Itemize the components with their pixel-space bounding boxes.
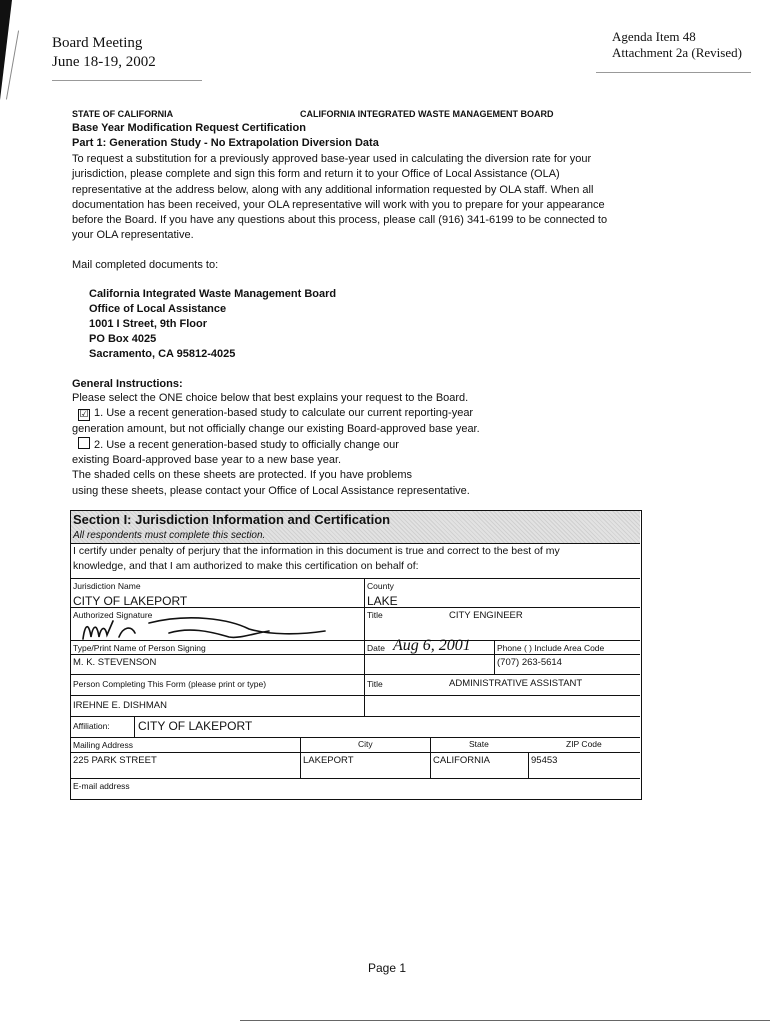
row-rule bbox=[71, 654, 640, 655]
form-title: Base Year Modification Request Certification bbox=[72, 122, 306, 134]
address-line: Sacramento, CA 95812-4025 bbox=[89, 348, 236, 360]
board-meeting-title: Board Meeting bbox=[52, 35, 143, 51]
shaded-note: The shaded cells on these sheets are protected. If you have problems bbox=[72, 469, 412, 482]
header-right-rule bbox=[596, 72, 751, 73]
print-name-label: Type/Print Name of Person Signing bbox=[73, 643, 206, 653]
affiliation-field[interactable]: CITY OF LAKEPORT bbox=[138, 719, 253, 733]
row-rule bbox=[71, 778, 640, 779]
instructions-body bbox=[72, 391, 672, 499]
instructions-heading: General Instructions: bbox=[72, 378, 183, 390]
intro-line: To request a substitution for a previously approved base-year used in calculating the diversion rate for your bbox=[72, 153, 592, 165]
address-line: 1001 I Street, 9th Floor bbox=[89, 318, 207, 330]
row-rule bbox=[71, 578, 640, 579]
column-rule bbox=[494, 640, 495, 674]
date-label: Date bbox=[367, 643, 385, 653]
agenda-item: Agenda Item 48 bbox=[612, 29, 696, 44]
column-rule bbox=[430, 737, 431, 778]
certification-statement bbox=[73, 544, 560, 574]
phone-label: Phone ( ) Include Area Code bbox=[497, 643, 605, 653]
signature-label: Authorized Signature bbox=[73, 610, 153, 620]
intro-line: documentation has been received, your OLA representative will work with you to prepare for your appearance bbox=[72, 198, 605, 211]
board-label: CALIFORNIA INTEGRATED WASTE MANAGEMENT BOARD bbox=[300, 109, 554, 119]
print-name-field[interactable]: M. K. STEVENSON bbox=[73, 657, 157, 668]
row-rule bbox=[71, 716, 640, 717]
agenda-header bbox=[612, 29, 742, 61]
mail-to-label: Mail completed documents to: bbox=[72, 259, 219, 271]
person-completing-field[interactable]: IREHNE E. DISHMAN bbox=[73, 700, 167, 711]
county-field[interactable]: LAKE bbox=[367, 594, 398, 608]
state-label: STATE OF CALIFORNIA bbox=[72, 109, 174, 119]
title-label: Title bbox=[367, 610, 383, 620]
board-meeting-header bbox=[52, 34, 156, 72]
mailing-address-field[interactable]: 225 PARK STREET bbox=[73, 755, 157, 766]
option-1-checkbox[interactable]: ☑ bbox=[79, 409, 89, 421]
attachment-label: Attachment 2a (Revised) bbox=[612, 45, 742, 60]
section-header-band bbox=[71, 511, 640, 544]
page-number: Page 1 bbox=[368, 961, 407, 975]
intro-line: jurisdiction, please complete and sign this form and return it to your Office of Local Assistance (OLA) bbox=[72, 168, 560, 181]
jurisdiction-label: Jurisdiction Name bbox=[73, 581, 141, 591]
address-line: Office of Local Assistance bbox=[89, 303, 227, 315]
title2-field[interactable]: ADMINISTRATIVE ASSISTANT bbox=[449, 678, 583, 689]
column-rule bbox=[300, 737, 301, 778]
header-left-rule bbox=[52, 80, 202, 81]
column-rule bbox=[134, 716, 135, 737]
intro-line: your OLA representative. bbox=[72, 229, 194, 242]
column-rule bbox=[528, 752, 529, 778]
option-1-continued: generation amount, but not officially change our existing Board-approved base year. bbox=[72, 422, 480, 435]
shaded-note-continued: using these sheets, please contact your Office of Local Assistance representative. bbox=[72, 484, 470, 497]
address-line: PO Box 4025 bbox=[89, 333, 157, 345]
section-subtitle: All respondents must complete this section. bbox=[73, 530, 266, 541]
mailing-address-label: Mailing Address bbox=[73, 740, 134, 750]
mailing-address-block bbox=[89, 287, 336, 362]
certification-line: I certify under penalty of perjury that the information in this document is true and correct to the best of my bbox=[73, 545, 560, 557]
option-1-label: 1. Use a recent generation-based study to calculate our current reporting-year bbox=[94, 407, 474, 420]
option-2-checkbox[interactable] bbox=[78, 437, 90, 449]
person-completing-label: Person Completing This Form (please print or type) bbox=[73, 679, 267, 689]
handwritten-signature bbox=[79, 615, 329, 641]
scan-edge-mark bbox=[0, 0, 12, 100]
row-rule bbox=[71, 695, 640, 696]
state-label-field: State bbox=[469, 739, 489, 749]
row-rule bbox=[71, 674, 640, 675]
option-2-label: 2. Use a recent generation-based study to officially change our bbox=[94, 438, 399, 451]
zip-label: ZIP Code bbox=[566, 739, 602, 749]
title-field[interactable]: CITY ENGINEER bbox=[449, 610, 523, 621]
board-meeting-date: June 18-19, 2002 bbox=[52, 54, 156, 70]
section-1-form bbox=[70, 510, 642, 800]
certification-line: knowledge, and that I am authorized to make this certification on behalf of: bbox=[73, 560, 419, 572]
phone-field[interactable]: (707) 263-5614 bbox=[497, 657, 562, 668]
date-field[interactable]: Aug 6, 2001 bbox=[393, 637, 471, 654]
footer-rule bbox=[240, 1020, 770, 1021]
option-2[interactable] bbox=[72, 437, 672, 453]
intro-line: before the Board. If you have any questions about this process, please call (916) 341-6199 to be connected to bbox=[72, 214, 608, 227]
city-field[interactable]: LAKEPORT bbox=[303, 755, 354, 766]
option-2-continued: existing Board-approved base year to a new base year. bbox=[72, 454, 342, 467]
zip-field[interactable]: 95453 bbox=[531, 755, 558, 766]
state-field[interactable]: CALIFORNIA bbox=[433, 755, 491, 766]
section-title: Section I: Jurisdiction Information and Certification bbox=[73, 512, 391, 527]
address-line: California Integrated Waste Management Board bbox=[89, 288, 337, 300]
select-instruction: Please select the ONE choice below that best explains your request to the Board. bbox=[72, 392, 469, 404]
city-label: City bbox=[358, 739, 373, 749]
jurisdiction-field[interactable]: CITY OF LAKEPORT bbox=[73, 594, 188, 608]
intro-paragraph bbox=[72, 152, 652, 244]
row-rule bbox=[71, 737, 640, 738]
column-rule bbox=[364, 578, 365, 716]
county-label: County bbox=[367, 581, 394, 591]
form-subtitle: Part 1: Generation Study - No Extrapolation Diversion Data bbox=[72, 137, 379, 149]
intro-line: representative at the address below, along with any additional information requested by OLA staff. When all bbox=[72, 183, 594, 196]
email-label: E-mail address bbox=[73, 781, 130, 791]
option-1[interactable] bbox=[72, 406, 672, 421]
affiliation-label: Affiliation: bbox=[73, 721, 110, 731]
row-rule bbox=[71, 752, 640, 753]
title2-label: Title bbox=[367, 679, 383, 689]
